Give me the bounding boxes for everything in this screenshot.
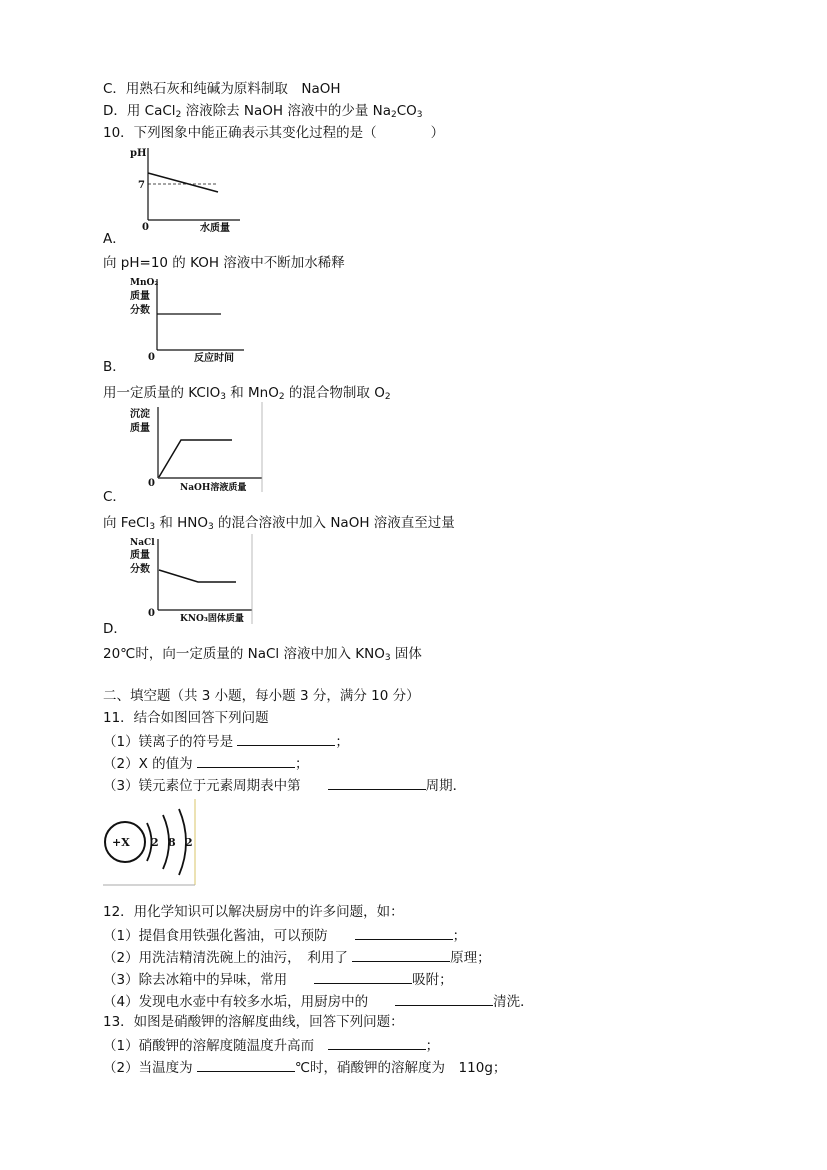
- section-2-heading: 二、填空题（共 3 小题，每小题 3 分，满分 10 分）: [103, 688, 420, 704]
- figure-a-ylabel: pH: [130, 148, 147, 159]
- answer-blank: [197, 753, 295, 768]
- answer-blank: [197, 1057, 295, 1072]
- question-12-part-3: （3）除去冰箱中的异味，常用 吸附；: [103, 969, 453, 989]
- question-11-part-1: （1）镁离子的符号是 ；: [103, 731, 349, 751]
- figure-d-origin: 0: [148, 608, 155, 619]
- answer-blank: [328, 775, 426, 790]
- question-12-part-2: （2）用洗洁精清洗碗上的油污， 利用了 原理；: [103, 947, 491, 967]
- figure-a-ph-chart: [128, 144, 248, 236]
- shell-1-count: 2: [151, 836, 159, 849]
- question-11: 11．结合如图回答下列问题: [103, 710, 269, 726]
- figure-d-ylabel-1: NaCl: [130, 538, 155, 548]
- figure-d-ylabel-3: 分数: [130, 564, 150, 575]
- atom-nucleus: +X: [112, 836, 130, 849]
- figure-c-ylabel-2: 质量: [130, 423, 150, 434]
- question-12-part-1: （1）提倡食用铁强化酱油，可以预防 ；: [103, 925, 466, 945]
- figure-b-ylabel-2: 质量: [130, 291, 150, 302]
- option-c-label: C．: [103, 489, 126, 505]
- answer-blank: [355, 925, 453, 940]
- option-d-label: D．: [103, 621, 127, 637]
- answer-blank: [328, 1035, 426, 1050]
- figure-b-mno2-chart: [128, 274, 248, 366]
- figure-c-origin: 0: [148, 478, 155, 489]
- figure-d-ylabel-2: 质量: [130, 550, 150, 561]
- question-11-part-2: （2）X 的值为 ；: [103, 753, 308, 773]
- figure-d-nacl-chart: [128, 534, 258, 626]
- figure-atom-structure: [103, 799, 197, 889]
- figure-a-tick: 7: [138, 180, 145, 191]
- option-b-label: B．: [103, 359, 126, 375]
- answer-blank: [395, 991, 493, 1006]
- figure-a-origin: 0: [142, 222, 149, 233]
- question-12: 12．用化学知识可以解决厨房中的许多问题，如：: [103, 904, 404, 920]
- option-c-desc: 向 FeCl$_3$ 和 $HNO_3$ 的混合溶液中加入 NaOH 溶液直至过量: [103, 515, 455, 532]
- option-a-label: A．: [103, 231, 126, 247]
- option-d-desc: 20℃时，向一定质量的 NaCl 溶液中加入 $KNO_3$ 固体: [103, 646, 422, 663]
- shell-3-count: 2: [185, 836, 193, 849]
- figure-a-xlabel: 水质量: [200, 223, 230, 234]
- question-12-part-4: （4）发现电水壶中有较多水垢，用厨房中的 清洗．: [103, 991, 534, 1011]
- question-13-part-2: （2）当温度为 ℃时，硝酸钾的溶解度为 110g；: [103, 1057, 506, 1077]
- figure-c-xlabel: NaOH溶液质量: [180, 483, 247, 493]
- question-11-part-3: （3）镁元素位于元素周期表中第 周期．: [103, 775, 466, 795]
- shell-2-count: 8: [168, 836, 176, 849]
- figure-b-origin: 0: [148, 352, 155, 363]
- answer-blank: [314, 969, 412, 984]
- option-a-desc: 向 pH=10 的 KOH 溶液中不断加水稀释: [103, 255, 345, 271]
- question-10: 10．下列图象中能正确表示其变化过程的是（ ）: [103, 125, 445, 141]
- answer-blank: [237, 731, 335, 746]
- figure-b-ylabel-3: 分数: [130, 305, 150, 316]
- answer-blank: [352, 947, 450, 962]
- option-b-desc: 用一定质量的 KClO$_3$ 和 MnO$_2$ 的混合物制取 $O_2$: [103, 385, 391, 402]
- figure-b-xlabel: 反应时间: [194, 353, 234, 364]
- option-c-line: C．用熟石灰和纯碱为原料制取 NaOH: [103, 81, 341, 97]
- figure-c-ylabel-1: 沉淀: [130, 409, 150, 420]
- option-d-line: D．用 CaCl$_2$ 溶液除去 NaOH 溶液中的少量 $Na_2CO_3$: [103, 103, 423, 120]
- figure-d-xlabel: KNO₃固体质量: [180, 614, 244, 624]
- question-13-part-1: （1）硝酸钾的溶解度随温度升高而 ；: [103, 1035, 439, 1055]
- figure-c-precipitate-chart: [128, 402, 268, 494]
- figure-b-ylabel-1: MnO₂: [130, 278, 159, 288]
- question-13: 13．如图是硝酸钾的溶解度曲线，回答下列问题：: [103, 1014, 404, 1030]
